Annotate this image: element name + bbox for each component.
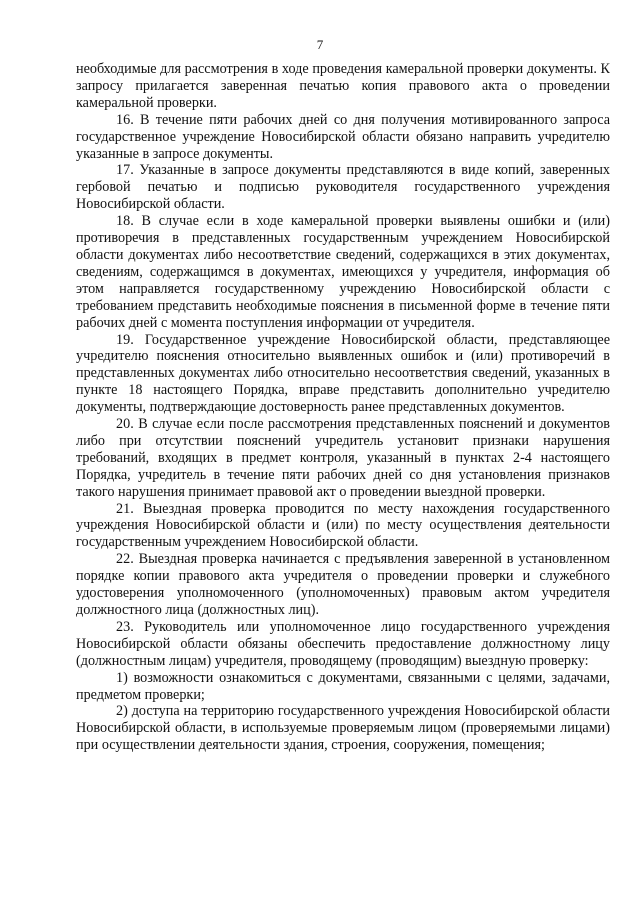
list-item-2: 2) доступа на территорию государственного учреждения Новосибирской области Новосибирской области, в используемые проверяемым лицом (проверяемыми лицами) при осуществлении деятельности здания, строения, сооружения, помещения;: [76, 703, 610, 754]
paragraph-21: 21. Выездная проверка проводится по месту нахождения государственного учреждения Новосибирской области и (или) по месту осуществления деятельности государственным учреждением Новосибирской области.: [76, 500, 610, 551]
paragraph-22: 22. Выездная проверка начинается с предъявления заверенной в установленном порядке копии правового акта учредителя о проведении проверки и служебного удостоверения уполномоченного (уполномоченных) правовым актом учредителя должностного лица (должностных лиц).: [76, 551, 610, 618]
paragraph-23: 23. Руководитель или уполномоченное лицо государственного учреждения Новосибирской области обязаны обеспечить предоставление должностному лицу (должностным лицам) учредителя, проводящему (проводящим) выездную проверку:: [76, 618, 610, 669]
paragraph-continuation: необходимые для рассмотрения в ходе проведения камеральной проверки документы. К запросу прилагается заверенная печатью копия правового акта о проведении камеральной проверки.: [76, 61, 610, 111]
document-body: [76, 61, 610, 754]
paragraph-20: 20. В случае если после рассмотрения представленных пояснений и документов либо при отсутствии пояснений учредитель установит признаки нарушения требований, входящих в предмет контроля, указанный в пунктах 2-4 настоящего Порядка, учредитель в течение пяти рабочих дней со дня установления признаков такого нарушения принимает правовой акт о проведении выездной проверки.: [76, 416, 610, 500]
paragraph-17: 17. Указанные в запросе документы представляются в виде копий, заверенных гербовой печатью и подписью руководителя государственного учреждения Новосибирской области.: [76, 162, 610, 213]
page-number: 7: [316, 37, 324, 52]
paragraph-19: 19. Государственное учреждение Новосибирской области, представляющее учредителю пояснения относительно выявленных ошибок и (или) противоречий в представленных документах либо относительно несоответствия сведений, указанных в пункте 18 настоящего Порядка, вправе представить дополнительно учредителю документы, подтверждающие достоверность ранее представленных документов.: [76, 331, 610, 416]
paragraph-16: 16. В течение пяти рабочих дней со дня получения мотивированного запроса государственное учреждение Новосибирской области обязано направить учредителю указанные в запросе документы.: [76, 111, 610, 162]
list-item-1: 1) возможности ознакомиться с документами, связанными с целями, задачами, предметом проверки;: [76, 669, 610, 703]
paragraph-18: 18. В случае если в ходе камеральной проверки выявлены ошибки и (или) противоречия в представленных государственным учреждением Новосибирской области документах либо несоответствие сведений, содержащихся в этих документах, сведениям, содержащимся в документах, имеющихся у учредителя, информация об этом направляется государственному учреждению Новосибирской области с требованием представить необходимые пояснения в письменной форме в течение пяти рабочих дней с момента поступления информации от учредителя.: [76, 213, 610, 331]
